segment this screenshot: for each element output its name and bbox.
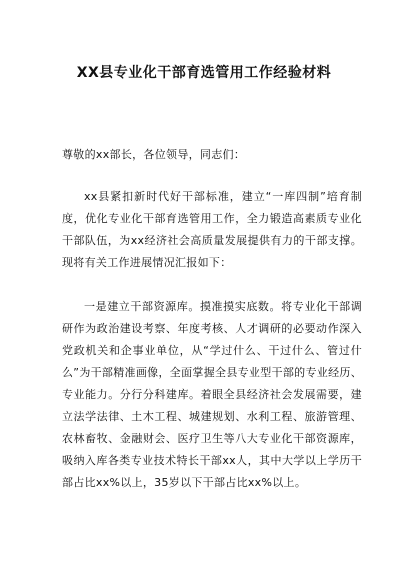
- paragraph-intro: xx县紧扣新时代好干部标准，建立“一库四制”培育制度，优化专业化干部育选管用工作，全力锻造高素质专业化干部队伍，为xx经济社会高质量发展提供有力的干部支撑。现将有关工作进展情况汇报如下：: [62, 190, 362, 269]
- salutation: 尊敬的xx部长，各位领导，同志们：: [62, 148, 246, 161]
- paragraph-resource-pool: 一是建立干部资源库。摸准摸实底数。将专业化干部调研作为政治建设考察、年度考核、人才调研的必要动作深入党政机关和企事业单位，从“学过什么、干过什么、管过什么”为干部精准画像，全面掌握全县专业型干部的专业经历、专业能力。分行分科建库。着眼全县经济社会发展需要，建立法学法律、土木工程、城建规划、水利工程、旅游管理、农林畜牧、金融财会、医疗卫生等八大专业化干部资源库，吸纳入库各类专业技术特长干部xx人，其中大学以上学历干部占比xx%以上，35岁以下干部占比xx%以上。: [62, 300, 362, 489]
- document-title: XX县专业化干部育选管用工作经验材料: [76, 65, 332, 81]
